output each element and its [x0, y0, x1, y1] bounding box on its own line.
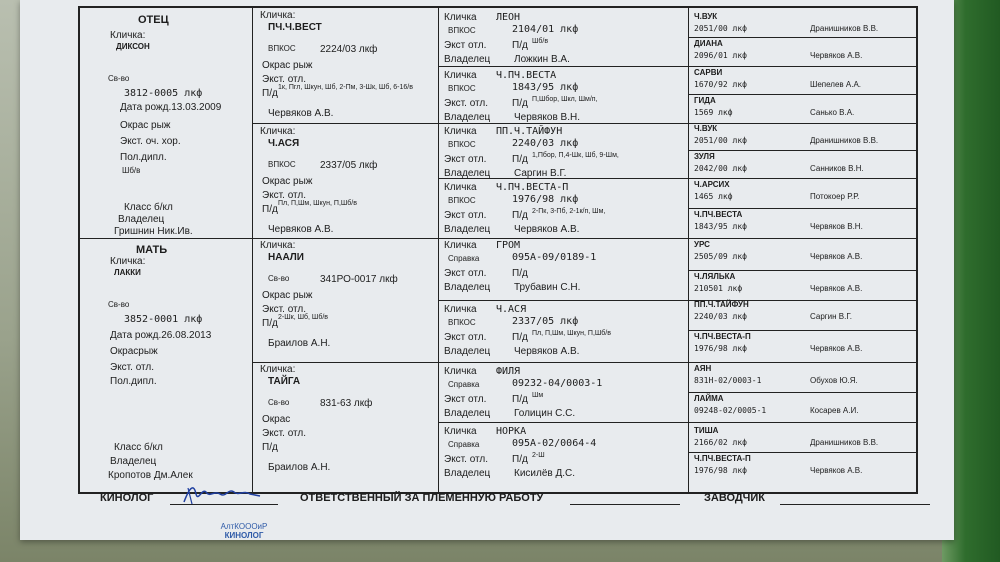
gen3-reg-value: 1843/95 лкф	[512, 82, 579, 93]
gen3-pd-label: П/д	[512, 98, 528, 109]
gen2-pd-label: П/д	[262, 318, 278, 329]
gen4-reg: 1465 лкф	[694, 192, 733, 201]
gen3-reg-label: Справка	[448, 380, 480, 389]
gen2-nickname-label: Кличка:	[260, 10, 296, 21]
gen3-pd-value: Шб/в	[532, 38, 549, 45]
gen3-pd-value: 1,Пбор, П,4-Шк, Шб, 9-Шм,	[532, 152, 619, 159]
father-svo-label: Св-во	[108, 74, 130, 83]
gen3-nickname: ФИЛЯ	[496, 366, 521, 377]
gen2-reg-label: ВПКОС	[268, 160, 296, 169]
gen2-pd-value: Пл, П,Шм, Шкун, П,Шб/в	[278, 200, 357, 207]
gen3-reg-value: 095А-02/0064-4	[512, 438, 597, 449]
gen2-exterior: Экст. отл.	[262, 190, 307, 201]
gen3-exterior: Экст отл.	[444, 154, 487, 165]
gen2-reg-value: 341РО-0017 лкф	[320, 274, 398, 285]
gen2-nickname-label: Кличка:	[260, 364, 296, 375]
mother-svo: 3852-0001 лкф	[124, 314, 203, 325]
gen3-owner: Червяков В.Н.	[514, 112, 580, 123]
gen2-reg-value: 831-63 лкф	[320, 398, 373, 409]
divider-g4	[688, 330, 916, 331]
gen3-reg-label: Справка	[448, 440, 480, 449]
gen3-reg-label: ВПКОС	[448, 84, 476, 93]
father-exterior: Экст. оч. хор.	[120, 136, 181, 147]
gen2-owner: Червяков А.В.	[268, 108, 334, 119]
gen4-reg: 2240/03 лкф	[694, 312, 747, 321]
divider-g3-3	[438, 300, 916, 301]
gen3-nickname-label: Кличка	[444, 12, 477, 23]
gen2-pd-label: П/д	[262, 442, 278, 453]
gen4-owner: Червяков А.В.	[810, 466, 863, 475]
gen3-owner: Саргин В.Г.	[514, 168, 567, 179]
father-diplomas-note: Шб/в	[122, 166, 141, 175]
gen3-nickname-label: Кличка	[444, 70, 477, 81]
gen2-color: Окрас рыж	[262, 60, 313, 71]
gen4-nickname: Ч.ПЧ.ВЕСТА-П	[694, 332, 751, 341]
gen4-reg: 1976/98 лкф	[694, 344, 747, 353]
gen4-reg: 09248-02/0005-1	[694, 406, 767, 415]
gen3-pd-label: П/д	[512, 210, 528, 221]
gen4-owner: Шепелев А.А.	[810, 80, 862, 89]
gen4-owner: Червяков В.Н.	[810, 222, 863, 231]
gen3-reg-value: 1976/98 лкф	[512, 194, 579, 205]
gen3-pd-value: 2-Ш	[532, 452, 545, 459]
father-diplomas: Пол.дипл.	[120, 152, 167, 163]
gen4-owner: Обухов Ю.Я.	[810, 376, 858, 385]
divider-gen2-2	[252, 362, 916, 363]
gen3-owner-label: Владелец	[444, 112, 491, 123]
gen3-nickname: ЛЕОН	[496, 12, 521, 23]
stamp-line-1: АлтКОООиР	[220, 522, 268, 531]
gen4-nickname: Ч.ВУК	[694, 124, 718, 133]
father-dob: Дата рожд.13.03.2009	[120, 102, 222, 113]
gen3-pd-value: Пл, П,Шм, Шкун, П,Шб/в	[532, 330, 611, 337]
divider-g4	[688, 94, 916, 95]
mother-title: МАТЬ	[136, 244, 168, 256]
gen4-nickname: Ч.ВУК	[694, 12, 718, 21]
gen4-owner: Потокоер Р.Р.	[810, 192, 860, 201]
gen3-exterior: Экст. отл.	[444, 98, 489, 109]
gen2-nickname-label: Кличка:	[260, 240, 296, 251]
responsible-label: ОТВЕТСТВЕННЫЙ ЗА ПЛЕМЕННУЮ РАБОТУ	[300, 492, 544, 504]
gen3-owner: Червяков А.В.	[514, 224, 580, 235]
gen2-exterior: Экст. отл.	[262, 428, 307, 439]
gen3-owner-label: Владелец	[444, 346, 491, 357]
gen2-pd-label: П/д	[262, 88, 278, 99]
divider-g3-4	[438, 422, 916, 423]
mother-color: Окрасрыж	[110, 346, 158, 357]
gen4-nickname: АЯН	[694, 364, 712, 373]
gen3-owner-label: Владелец	[444, 282, 491, 293]
gen2-pd-value: 1к, Пгл, Шкун, Шб, 2-Пм, 3-Шк, Шб, 6-16/в	[278, 84, 413, 91]
mother-class: Класс б/кл	[114, 442, 163, 453]
gen2-nickname: ПЧ.Ч.ВЕСТ	[268, 22, 322, 33]
gen4-reg: 2051/00 лкф	[694, 136, 747, 145]
gen3-reg-value: 095А-09/0189-1	[512, 252, 597, 263]
gen3-reg-value: 2337/05 лкф	[512, 316, 579, 327]
divider-g4	[688, 270, 916, 271]
father-owner-label: Владелец	[118, 214, 165, 225]
gen4-nickname: ТИША	[694, 426, 719, 435]
gen4-owner: Червяков А.В.	[810, 284, 863, 293]
father-svo: 3812-0005 лкф	[124, 88, 203, 99]
mother-owner-label: Владелец	[110, 456, 157, 467]
gen3-nickname: Ч.ПЧ.ВЕСТА-П	[496, 182, 569, 193]
divider-g3-1	[438, 66, 916, 67]
kinolog-label: КИНОЛОГ	[100, 492, 154, 504]
gen3-nickname: Ч.АСЯ	[496, 304, 527, 315]
gen2-nickname: Ч.АСЯ	[268, 138, 300, 149]
gen3-nickname-label: Кличка	[444, 304, 477, 315]
gen3-pd-label: П/д	[512, 154, 528, 165]
gen3-reg-label: ВПКОС	[448, 140, 476, 149]
gen3-nickname: ПП.Ч.ТАЙФУН	[496, 126, 563, 137]
gen2-owner: Червяков А.В.	[268, 224, 334, 235]
gen2-owner: Браилов А.Н.	[268, 462, 331, 473]
divider-gen2-1	[252, 123, 916, 124]
gen4-nickname: УРС	[694, 240, 710, 249]
gen2-nickname: ТАЙГА	[268, 376, 301, 387]
gen2-nickname: НААЛИ	[268, 252, 304, 263]
gen3-nickname-label: Кличка	[444, 240, 477, 251]
gen3-owner: Ложкин В.А.	[514, 54, 570, 65]
gen3-exterior: Экст. отл.	[444, 454, 489, 465]
gen4-owner: Червяков А.В.	[810, 51, 863, 60]
stamp-line-2: КИНОЛОГ	[224, 531, 264, 540]
gen4-reg: 1569 лкф	[694, 108, 733, 117]
gen4-nickname: Ч.ПЧ.ВЕСТА-П	[694, 454, 751, 463]
gen4-nickname: ПП.Ч.ТАЙФУН	[694, 300, 749, 309]
gen3-exterior: Экст отл.	[444, 332, 487, 343]
gen2-nickname-label: Кличка:	[260, 126, 296, 137]
mother-exterior: Экст. отл.	[110, 362, 155, 373]
father-nickname-label: Кличка:	[110, 30, 146, 41]
gen4-owner: Санько В.А.	[810, 108, 855, 117]
kinolog-signature	[176, 480, 266, 508]
gen2-color: Окрас	[262, 414, 291, 425]
gen3-exterior: Экст отл.	[444, 268, 487, 279]
gen2-pd-value: 2-Шк, Шб, Шб/в	[278, 314, 328, 321]
gen2-reg-label: Св-во	[268, 274, 290, 283]
gen4-owner: Дранишников В.В.	[810, 438, 879, 447]
gen3-nickname-label: Кличка	[444, 182, 477, 193]
gen4-reg: 831Н-02/0003-1	[694, 376, 762, 385]
gen2-exterior: Экст. отл.	[262, 74, 307, 85]
mother-owner: Кропотов Дм.Алек	[108, 470, 193, 481]
gen4-nickname: ЗУЛЯ	[694, 152, 715, 161]
divider-g4	[688, 208, 916, 209]
gen3-nickname-label: Кличка	[444, 126, 477, 137]
mother-nickname: ЛАККИ	[114, 268, 141, 277]
gen3-pd-label: П/д	[512, 40, 528, 51]
gen3-reg-value: 2240/03 лкф	[512, 138, 579, 149]
gen4-owner: Червяков А.В.	[810, 252, 863, 261]
gen4-nickname: Ч.ЛЯЛЬКА	[694, 272, 736, 281]
gen2-reg-label: Св-во	[268, 398, 290, 407]
gen3-exterior: Экст отл.	[444, 210, 487, 221]
gen2-exterior: Экст. отл.	[262, 304, 307, 315]
divider-g3-2	[438, 178, 916, 179]
gen3-pd-value: Шм	[532, 392, 544, 399]
father-title: ОТЕЦ	[138, 14, 169, 26]
gen4-owner: Косарев А.И.	[810, 406, 859, 415]
gen4-owner: Червяков А.В.	[810, 344, 863, 353]
gen4-reg: 1843/95 лкф	[694, 222, 747, 231]
mother-dob: Дата рожд.26.08.2013	[110, 330, 212, 341]
gen3-reg-label: ВПКОС	[448, 318, 476, 327]
gen3-owner: Трубавин С.Н.	[514, 282, 581, 293]
pedigree-paper	[20, 0, 954, 540]
gen3-owner-label: Владелец	[444, 468, 491, 479]
gen2-reg-value: 2337/05 лкф	[320, 160, 378, 171]
divider-g4	[688, 150, 916, 151]
gen3-pd-label: П/д	[512, 332, 528, 343]
gen3-exterior: Экст отл.	[444, 40, 487, 51]
gen3-owner: Голицин С.С.	[514, 408, 576, 419]
gen3-owner-label: Владелец	[444, 408, 491, 419]
gen4-reg: 2051/00 лкф	[694, 24, 747, 33]
gen3-nickname-label: Кличка	[444, 366, 477, 377]
divider-g4	[688, 452, 916, 453]
gen4-owner: Дранишников В.В.	[810, 136, 879, 145]
gen4-nickname: ЛАЙМА	[694, 394, 724, 403]
mother-diplomas: Пол.дипл.	[110, 376, 157, 387]
gen2-pd-label: П/д	[262, 204, 278, 215]
gen3-owner: Кисилёв Д.С.	[514, 468, 576, 479]
gen4-reg: 2505/09 лкф	[694, 252, 747, 261]
gen3-pd-label: П/д	[512, 454, 528, 465]
gen3-owner: Червяков А.В.	[514, 346, 580, 357]
kinolog-stamp	[216, 522, 272, 542]
gen4-nickname: САРВИ	[694, 68, 723, 77]
gen3-reg-label: Справка	[448, 254, 480, 263]
gen3-owner-label: Владелец	[444, 168, 491, 179]
gen3-reg-value: 2104/01 лкф	[512, 24, 579, 35]
gen2-owner: Браилов А.Н.	[268, 338, 331, 349]
responsible-line	[570, 504, 680, 505]
gen2-reg-label: ВПКОС	[268, 44, 296, 53]
gen3-pd-value: П,Шбор, Шкл, Шм/п,	[532, 96, 598, 103]
gen4-owner: Санников В.Н.	[810, 164, 864, 173]
gen3-pd-label: П/д	[512, 394, 528, 405]
gen4-nickname: ДИАНА	[694, 39, 723, 48]
divider-g4	[688, 392, 916, 393]
gen4-reg: 210501 лкф	[694, 284, 743, 293]
gen3-nickname: НОРКА	[496, 426, 527, 437]
father-nickname: ДИКСОН	[116, 42, 150, 51]
divider-g4	[688, 37, 916, 38]
gen4-owner: Саргин В.Г.	[810, 312, 852, 321]
gen4-nickname: Ч.ПЧ.ВЕСТА	[694, 210, 743, 219]
pedigree-grid	[78, 6, 918, 494]
breeder-label: ЗАВОДЧИК	[704, 492, 765, 504]
gen3-reg-label: ВПКОС	[448, 196, 476, 205]
gen2-color: Окрас рыж	[262, 176, 313, 187]
gen2-color: Окрас рыж	[262, 290, 313, 301]
gen3-pd-label: П/д	[512, 268, 528, 279]
gen3-exterior: Экст отл.	[444, 394, 487, 405]
gen3-owner-label: Владелец	[444, 224, 491, 235]
father-class: Класс б/кл	[124, 202, 173, 213]
gen3-nickname-label: Кличка	[444, 426, 477, 437]
gen4-nickname: Ч.АРСИХ	[694, 180, 730, 189]
gen3-pd-value: 2-Пк, 3-Пб, 2-1к/п, Шм,	[532, 208, 606, 215]
gen3-nickname: Ч.ПЧ.ВЕСТА	[496, 70, 557, 81]
gen3-nickname: ГРОМ	[496, 240, 521, 251]
father-owner: Гришнин Ник.Ив.	[114, 226, 193, 237]
divider-parents	[80, 238, 916, 239]
gen4-reg: 2042/00 лкф	[694, 164, 747, 173]
gen4-reg: 2096/01 лкф	[694, 51, 747, 60]
mother-svo-label: Св-во	[108, 300, 130, 309]
gen4-reg: 2166/02 лкф	[694, 438, 747, 447]
gen3-reg-value: 09232-04/0003-1	[512, 378, 603, 389]
father-color: Окрас рыж	[120, 120, 171, 131]
gen4-reg: 1976/98 лкф	[694, 466, 747, 475]
gen4-reg: 1670/92 лкф	[694, 80, 747, 89]
gen4-nickname: ГИДА	[694, 96, 716, 105]
breeder-line	[780, 504, 930, 505]
gen2-reg-value: 2224/03 лкф	[320, 44, 378, 55]
gen3-owner-label: Владелец	[444, 54, 491, 65]
gen4-owner: Дранишников В.В.	[810, 24, 879, 33]
gen3-reg-label: ВПКОС	[448, 26, 476, 35]
mother-nickname-label: Кличка:	[110, 256, 146, 267]
